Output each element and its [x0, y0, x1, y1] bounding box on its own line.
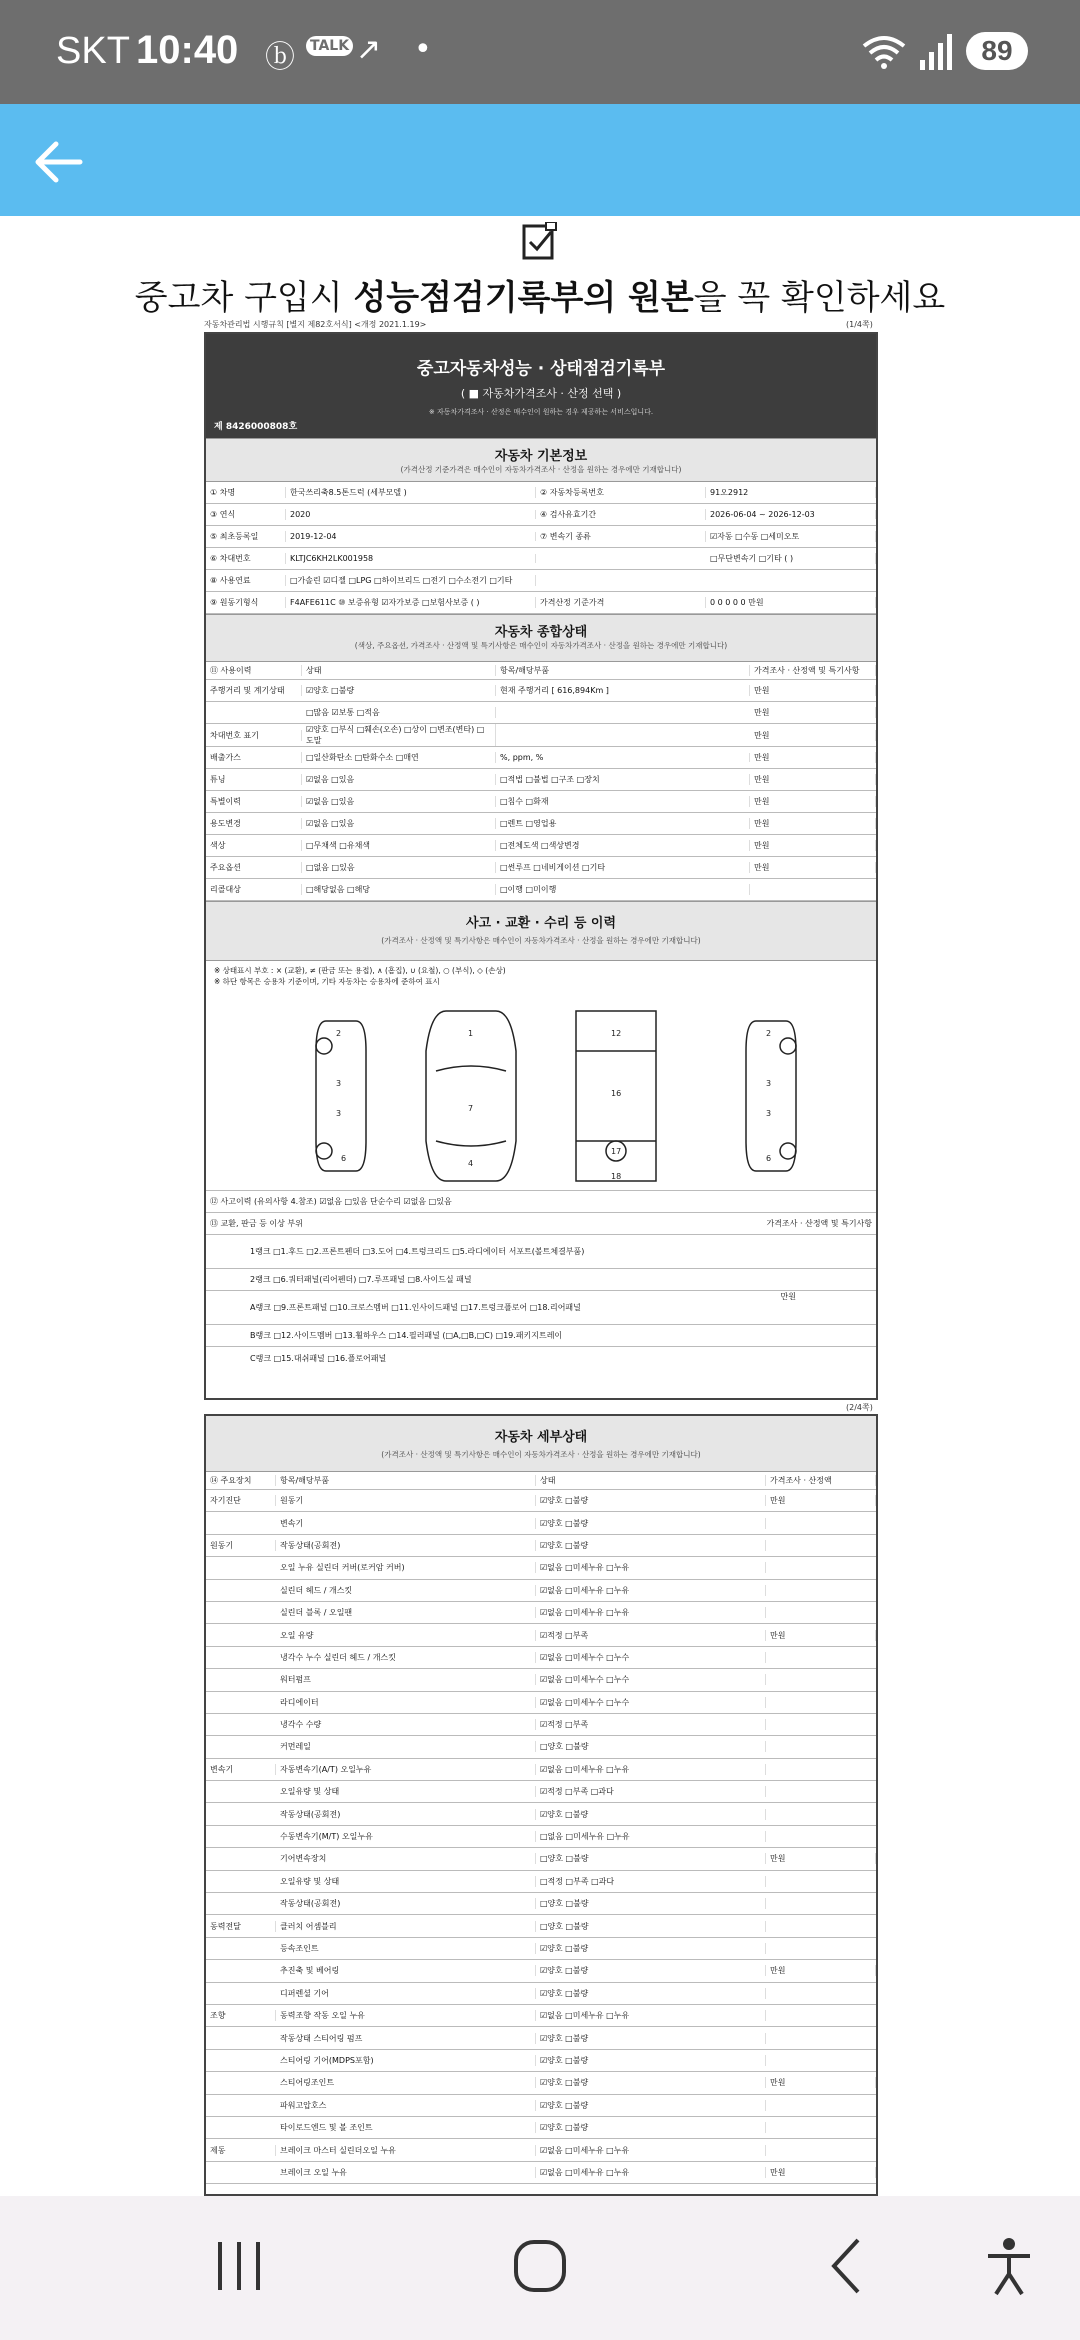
table-cell: ☑양호 □불량 — [536, 1988, 766, 1999]
table-row — [206, 769, 876, 791]
table-cell: ☑양호 □불량 — [536, 1495, 766, 1506]
table-cell: □전체도색 □색상변경 — [496, 840, 750, 851]
svg-text:3: 3 — [336, 1079, 342, 1088]
table-cell: F4AFE611C ⑩ 보증유형 ☑자가보증 □보험사보증 ( ) — [286, 597, 536, 608]
table-cell: 동력조향 작동 오일 누유 — [276, 2010, 536, 2021]
table-row — [206, 548, 876, 570]
sheet-title: 중고자동차성능 · 상태점검기록부 — [416, 359, 666, 379]
table-cell: 스티어링조인트 — [276, 2077, 536, 2088]
table-cell: □일산화탄소 □탄화수소 □매연 — [302, 752, 496, 763]
table-cell: 차대번호 표기 — [206, 730, 302, 741]
clock: 10:40 — [136, 28, 239, 72]
table-row — [206, 504, 876, 526]
trend-icon: ↗ — [356, 32, 382, 67]
accident-title: 사고 · 교환 · 수리 등 이력 — [465, 916, 617, 931]
table-cell: 만원 — [750, 774, 876, 785]
table-cell: 만원 — [750, 840, 876, 851]
rank-block — [206, 1235, 876, 1369]
table-cell: 동력전달 — [206, 1921, 276, 1932]
table-row — [206, 1915, 876, 1937]
price-cell: 만원 — [766, 1630, 876, 1641]
table-cell: 브레이크 마스터 실린더오일 누유 — [276, 2145, 536, 2156]
table-cell: 만원 — [750, 818, 876, 829]
table-row — [206, 1960, 876, 1982]
overall-table — [206, 662, 876, 901]
table-cell: □양호 □불량 — [536, 1741, 766, 1752]
svg-text:1: 1 — [468, 1029, 474, 1038]
svg-text:6: 6 — [766, 1154, 772, 1163]
table-cell: 워터펌프 — [276, 1674, 536, 1685]
table-row — [206, 1938, 876, 1960]
table-cell: 기어변속장치 — [276, 1853, 536, 1864]
table-row — [206, 1848, 876, 1870]
table-cell: 변속기 — [276, 1518, 536, 1529]
table-cell: ☑없음 □미세누유 □누유 — [536, 2145, 766, 2156]
overall-title: 자동차 종합상태 — [494, 625, 588, 640]
basic-info-note: (가격산정 기준가격은 매수인이 자동차가격조사 · 산정을 원하는 경우에만 기재합니다) — [400, 465, 682, 474]
table-cell: □해당없음 □해당 — [302, 884, 496, 895]
table-cell: □무단변속기 □기타 ( ) — [706, 553, 876, 564]
home-icon[interactable] — [512, 2236, 568, 2296]
sheet-subnote: ※ 자동차가격조사 · 산정은 매수인이 원하는 경우 제공하는 서비스입니다. — [428, 408, 654, 416]
table-cell: ☑없음 □있음 — [302, 818, 496, 829]
table-cell: ☑양호 □불량 — [536, 2077, 766, 2088]
table-cell: ☑양호 □불량 — [536, 1965, 766, 1976]
page-indicator-1: (1/4쪽) — [846, 320, 873, 329]
table-cell: ⑧ 사용연료 — [206, 575, 286, 586]
sheet-subtitle: ( ■ 자동차가격조사 · 산정 선택 ) — [460, 387, 622, 400]
regulation-caption: 자동차관리법 시행규칙 [별지 제82호서식] <개정 2021.1.19> — [204, 320, 427, 329]
table-cell: ☑양호 □불량 — [536, 1540, 766, 1551]
svg-text:2: 2 — [336, 1029, 342, 1038]
table-cell: ☑없음 □미세누유 □누유 — [536, 2010, 766, 2021]
table-cell: □없음 □있음 — [302, 862, 496, 873]
table-cell: ☑양호 □불량 — [536, 2033, 766, 2044]
table-cell: 브레이크 오일 누유 — [276, 2167, 536, 2178]
table-cell: %, ppm, % — [496, 753, 750, 762]
table-cell: 작동상태(공회전) — [276, 1809, 536, 1820]
table-cell: 항목/해당부품 — [496, 665, 750, 676]
table-cell: 작동상태(공회전) — [276, 1540, 536, 1551]
table-cell: 0 0 0 0 0 만원 — [706, 597, 876, 608]
table-row — [206, 2050, 876, 2072]
table-cell: 변속기 — [206, 1764, 276, 1775]
table-cell: 리콜대상 — [206, 884, 302, 895]
table-cell: □양호 □불량 — [536, 1898, 766, 1909]
svg-text:18: 18 — [611, 1172, 622, 1181]
car-diagram-svg — [206, 991, 876, 1191]
table-cell: ☑없음 □미세누유 □누유 — [536, 1607, 766, 1618]
table-cell: 2019-12-04 — [286, 532, 536, 541]
table-cell: ④ 검사유효기간 — [536, 509, 706, 520]
detail-section — [206, 1416, 876, 1472]
wifi-icon — [862, 34, 906, 70]
table-cell: 91오2912 — [706, 487, 876, 498]
arrow-left-icon[interactable] — [30, 134, 86, 190]
table-cell: 조향 — [206, 2010, 276, 2021]
rankC-row: C랭크 □15.대쉬패널 □16.플로어패널 — [250, 1353, 387, 1363]
table-cell: ☑없음 □미세누수 □누수 — [536, 1652, 766, 1663]
table-cell: ☑양호 □불량 — [536, 1518, 766, 1529]
table-row — [206, 526, 876, 548]
table-cell: 등속조인트 — [276, 1943, 536, 1954]
table-cell: 수동변속기(M/T) 오일누유 — [276, 1831, 536, 1842]
table-cell: □적법 □불법 □구조 □장치 — [496, 774, 750, 785]
table-row — [206, 791, 876, 813]
svg-text:12: 12 — [611, 1029, 622, 1038]
detail-note: (가격조사 · 산정액 및 특기사항은 매수인이 자동차가격조사 · 산정을 원하는 경우에만 기재합니다) — [381, 1450, 701, 1459]
table-cell: 자동변속기(A/T) 오일누유 — [276, 1764, 536, 1775]
table-cell: □썬루프 □네비게이션 □기타 — [496, 862, 750, 873]
table-cell: ☑없음 □미세누수 □누수 — [536, 1697, 766, 1708]
table-cell: 상태 — [536, 1475, 766, 1486]
table-cell: 오일유량 및 상태 — [276, 1876, 536, 1887]
battery-badge: 89 — [966, 32, 1028, 70]
price-cell: 만원 — [766, 2077, 876, 2088]
table-cell: 실린더 헤드 / 개스킷 — [276, 1585, 536, 1596]
table-cell: ⑥ 차대번호 — [206, 553, 286, 564]
table-row — [206, 879, 876, 901]
table-cell: 라디에이터 — [276, 1697, 536, 1708]
table-cell: 실린더 블록 / 오일팬 — [276, 1607, 536, 1618]
table-cell: 만원 — [750, 796, 876, 807]
table-cell: 자기진단 — [206, 1495, 276, 1506]
notice-banner — [0, 270, 1080, 319]
table-row — [206, 2139, 876, 2161]
table-cell: ③ 연식 — [206, 509, 286, 520]
carrier-label: SKT — [56, 30, 130, 72]
table-row — [206, 857, 876, 879]
svg-text:3: 3 — [766, 1109, 772, 1118]
table-cell: 냉각수 누수 실린더 헤드 / 개스킷 — [276, 1652, 536, 1663]
table-cell: ☑없음 □있음 — [302, 774, 496, 785]
table-cell: 추진축 및 베어링 — [276, 1965, 536, 1976]
legend-line-1: ※ 상태표시 부호 : × (교환), ≠ (판금 또는 용접), ∧ (흠집), ∪ (요철), ○ (부식), ◇ (손상) — [214, 966, 506, 975]
accident-section — [206, 901, 876, 961]
table-cell: 원동기 — [206, 1540, 276, 1551]
recents-icon[interactable] — [214, 2236, 264, 2296]
table-cell: ☑양호 □불량 — [536, 2055, 766, 2066]
table-row — [206, 747, 876, 769]
table-row — [206, 1602, 876, 1624]
basic-info-table — [206, 482, 876, 614]
table-cell: 오일 누유 실린더 커버(로커암 커버) — [276, 1562, 536, 1573]
table-cell: ☑적정 □부족 — [536, 1630, 766, 1641]
table-row — [206, 1871, 876, 1893]
legend-line-2: ※ 하단 항목은 승용차 기준이며, 기타 자동차는 승용차에 준하여 표시 — [214, 977, 440, 986]
table-row — [206, 1669, 876, 1691]
table-cell: ② 자동차등록번호 — [536, 487, 706, 498]
rankB-row: B랭크 □12.사이드멤버 □13.휠하우스 □14.필러패널 (□A,□B,□C) □19.패키지트레이 — [206, 1325, 876, 1347]
table-cell: □침수 □화재 — [496, 796, 750, 807]
rank-price: 만원 — [780, 1292, 796, 1301]
table-cell: ☑양호 □불량 — [536, 2100, 766, 2111]
table-cell: 2020 — [286, 510, 536, 519]
table-cell: ☑없음 □미세누유 □누유 — [536, 1764, 766, 1775]
talk-icon: TALK — [306, 36, 353, 56]
banner-bold: 성능점검기록부의 원본 — [353, 278, 694, 318]
table-cell: □렌트 □영업용 — [496, 818, 750, 829]
svg-text:16: 16 — [611, 1089, 622, 1098]
back-chevron-icon[interactable] — [826, 2236, 866, 2296]
table-cell: 용도변경 — [206, 818, 302, 829]
table-cell: ☑양호 □불량 — [302, 685, 496, 696]
table-cell: ⑭ 주요장치 — [206, 1475, 276, 1486]
table-cell: 만원 — [750, 707, 876, 718]
table-cell: ⑪ 사용이력 — [206, 665, 302, 676]
price-cell: 만원 — [766, 1853, 876, 1864]
table-row — [206, 1714, 876, 1736]
table-cell: 주행거리 및 계기상태 — [206, 685, 302, 696]
table-cell: 튜닝 — [206, 774, 302, 785]
table-cell: ⑨ 원동기형식 — [206, 597, 286, 608]
table-row — [206, 1736, 876, 1758]
table-cell: 가격조사 · 산정액 — [766, 1475, 876, 1486]
svg-text:4: 4 — [468, 1159, 474, 1168]
inspection-sheet-page2 — [204, 1414, 878, 2196]
table-cell: □없음 □미세누유 □누유 — [536, 1831, 766, 1842]
table-cell: 2026-06-04 ~ 2026-12-03 — [706, 510, 876, 519]
table-cell: ☑양호 □부식 □훼손(오손) □상이 □변조(변타) □도말 — [302, 724, 496, 746]
table-cell: 작동상태(공회전) — [276, 1898, 536, 1909]
table-row — [206, 482, 876, 504]
table-cell: 색상 — [206, 840, 302, 851]
table-cell: 만원 — [750, 730, 876, 741]
inspection-sheet-page1 — [204, 332, 878, 1400]
svg-text:3: 3 — [336, 1109, 342, 1118]
table-row — [206, 1512, 876, 1534]
table-cell: 현재 주행거리 [ 616,894Km ] — [496, 685, 750, 696]
table-cell: 만원 — [750, 862, 876, 873]
table-row — [206, 1535, 876, 1557]
table-cell: □무채색 □유채색 — [302, 840, 496, 851]
rank1-row: 1랭크 □1.후드 □2.프론트펜더 □3.도어 □4.트렁크리드 □5.라디에이터 서포트(볼트체결부품) — [206, 1235, 876, 1269]
table-cell: ⑤ 최초등록일 — [206, 531, 286, 542]
table-cell: 항목/해당부품 — [276, 1475, 536, 1486]
table-row — [206, 1803, 876, 1825]
table-row — [206, 592, 876, 614]
overall-note: (색상, 주요옵션, 가격조사 · 산정액 및 특기사항은 매수인이 자동차가격조사 · 산정을 원하는 경우에만 기재합니다) — [354, 641, 728, 650]
table-cell: □양호 □불량 — [536, 1853, 766, 1864]
table-cell: ☑자동 □수동 □세미오토 — [706, 531, 876, 542]
basic-info-section — [206, 438, 876, 482]
table-row — [206, 662, 876, 680]
table-cell: 가격조사 · 산정액 및 특기사항 — [750, 665, 876, 676]
sheet-number: 제 8426000808호 — [214, 422, 298, 432]
table-row — [206, 2005, 876, 2027]
banner-pre: 중고차 구입시 — [134, 278, 354, 318]
detail-table — [206, 1472, 876, 2184]
svg-text:3: 3 — [766, 1079, 772, 1088]
table-row — [206, 1781, 876, 1803]
table-cell: 냉각수 수량 — [276, 1719, 536, 1730]
table-cell: ☑양호 □불량 — [536, 2122, 766, 2133]
table-cell: 만원 — [750, 685, 876, 696]
table-cell: 오일 유량 — [276, 1630, 536, 1641]
table-cell: ☑적정 □부족 — [536, 1719, 766, 1730]
table-row — [206, 1647, 876, 1669]
dot-icon: • — [414, 32, 432, 67]
table-cell: □적정 □부족 □과다 — [536, 1876, 766, 1887]
banner-post: 을 꼭 확인하세요 — [693, 278, 946, 318]
basic-info-title: 자동차 기본정보 — [494, 449, 588, 464]
table-row — [206, 570, 876, 592]
svg-text:2: 2 — [766, 1029, 772, 1038]
table-row — [206, 1472, 876, 1490]
table-cell: 오일유량 및 상태 — [276, 1786, 536, 1797]
car-diagram — [206, 991, 876, 1191]
table-cell: □많음 ☑보통 □적음 — [302, 707, 496, 718]
check-clipboard-icon — [522, 222, 558, 260]
table-cell: 배출가스 — [206, 752, 302, 763]
table-cell: ☑없음 □있음 — [302, 796, 496, 807]
table-cell: 작동상태 스티어링 펌프 — [276, 2033, 536, 2044]
table-cell: ☑없음 □미세누유 □누유 — [536, 1562, 766, 1573]
table-cell: 가격산정 기준가격 — [536, 597, 706, 608]
navigation-bar — [0, 2196, 1080, 2340]
b-icon: ⓑ — [265, 40, 295, 75]
table-cell: ① 차명 — [206, 487, 286, 498]
svg-text:17: 17 — [611, 1147, 622, 1156]
table-row — [206, 680, 876, 702]
rank2-row: 2랭크 □6.쿼터패널(리어펜더) □7.루프패널 □8.사이드실 패널 — [206, 1269, 876, 1291]
table-row — [206, 1759, 876, 1781]
accessibility-icon[interactable] — [984, 2236, 1034, 2296]
table-row — [206, 813, 876, 835]
table-row — [206, 1557, 876, 1579]
table-row — [206, 1624, 876, 1646]
abnormal-label: ⑬ 교환, 판금 등 이상 부위 — [210, 1219, 303, 1228]
table-row — [206, 1893, 876, 1915]
table-cell: 제동 — [206, 2145, 276, 2156]
detail-title: 자동차 세부상태 — [494, 1430, 588, 1445]
table-row — [206, 2162, 876, 2184]
table-row — [206, 1692, 876, 1714]
table-cell: ☑양호 □불량 — [536, 1943, 766, 1954]
price-cell: 만원 — [766, 1495, 876, 1506]
table-row — [206, 1983, 876, 2005]
table-cell: □이행 □미이행 — [496, 884, 750, 895]
table-row — [206, 1580, 876, 1602]
table-row — [206, 2027, 876, 2049]
table-cell: KLTJC6KH2LK001958 — [286, 554, 536, 563]
table-cell: 커먼레일 — [276, 1741, 536, 1752]
price-cell: 만원 — [766, 2167, 876, 2178]
table-cell: ⑦ 변속기 종류 — [536, 531, 706, 542]
table-cell: 디퍼렌셜 기어 — [276, 1988, 536, 1999]
table-cell: ☑적정 □부족 □과다 — [536, 1786, 766, 1797]
table-cell: ☑없음 □미세누수 □누수 — [536, 1674, 766, 1685]
table-row — [206, 2072, 876, 2094]
svg-text:7: 7 — [468, 1104, 474, 1113]
legend-block — [206, 961, 876, 991]
table-cell: 타이로드엔드 및 볼 조인트 — [276, 2122, 536, 2133]
table-cell: 스티어링 기어(MDPS포함) — [276, 2055, 536, 2066]
accident-note: (가격조사 · 산정액 및 특기사항은 매수인이 자동차가격조사 · 산정을 원하는 경우에만 기재합니다) — [381, 936, 701, 945]
table-cell: □가솔린 ☑디젤 □LPG □하이브리드 □전기 □수소전기 □기타 — [286, 575, 536, 586]
table-cell: 클러치 어셈블리 — [276, 1921, 536, 1932]
sheet-header — [206, 334, 876, 438]
table-row — [206, 2117, 876, 2139]
abnormal-parts-row — [206, 1213, 876, 1235]
table-row — [206, 835, 876, 857]
table-cell: □양호 □불량 — [536, 1921, 766, 1932]
table-row — [206, 702, 876, 724]
table-cell: 원동기 — [276, 1495, 536, 1506]
table-row — [206, 1490, 876, 1512]
table-cell: ☑양호 □불량 — [536, 1809, 766, 1820]
table-cell: 한국쓰리축8.5톤드럭 (세부모델 ) — [286, 487, 536, 498]
abnormal-price-header: 가격조사 · 산정액 및 특기사항 — [766, 1219, 872, 1228]
table-row — [206, 1826, 876, 1848]
table-cell: 파워고압호스 — [276, 2100, 536, 2111]
svg-text:6: 6 — [341, 1154, 347, 1163]
app-bar — [0, 104, 1080, 216]
table-cell: 만원 — [750, 752, 876, 763]
table-row — [206, 2095, 876, 2117]
table-cell: 특별이력 — [206, 796, 302, 807]
table-row — [206, 724, 876, 747]
rankA-row: A랭크 □9.프론트패널 □10.크로스멤버 □11.인사이드패널 □17.트렁크플로어 □18.리어패널 — [206, 1291, 876, 1325]
signal-icon — [920, 34, 954, 70]
table-cell: ☑없음 □미세누유 □누유 — [536, 1585, 766, 1596]
table-cell: 상태 — [302, 665, 496, 676]
accident-history-row: ⑫ 사고이력 (유의사항 4.참조) ☑없음 □있음 단순수리 ☑없음 □있음 — [206, 1191, 876, 1213]
price-cell: 만원 — [766, 1965, 876, 1976]
overall-section — [206, 614, 876, 662]
table-cell: 주요옵션 — [206, 862, 302, 873]
table-cell: ☑없음 □미세누유 □누유 — [536, 2167, 766, 2178]
page-indicator-2: (2/4쪽) — [846, 1403, 873, 1412]
status-bar — [0, 0, 1080, 104]
